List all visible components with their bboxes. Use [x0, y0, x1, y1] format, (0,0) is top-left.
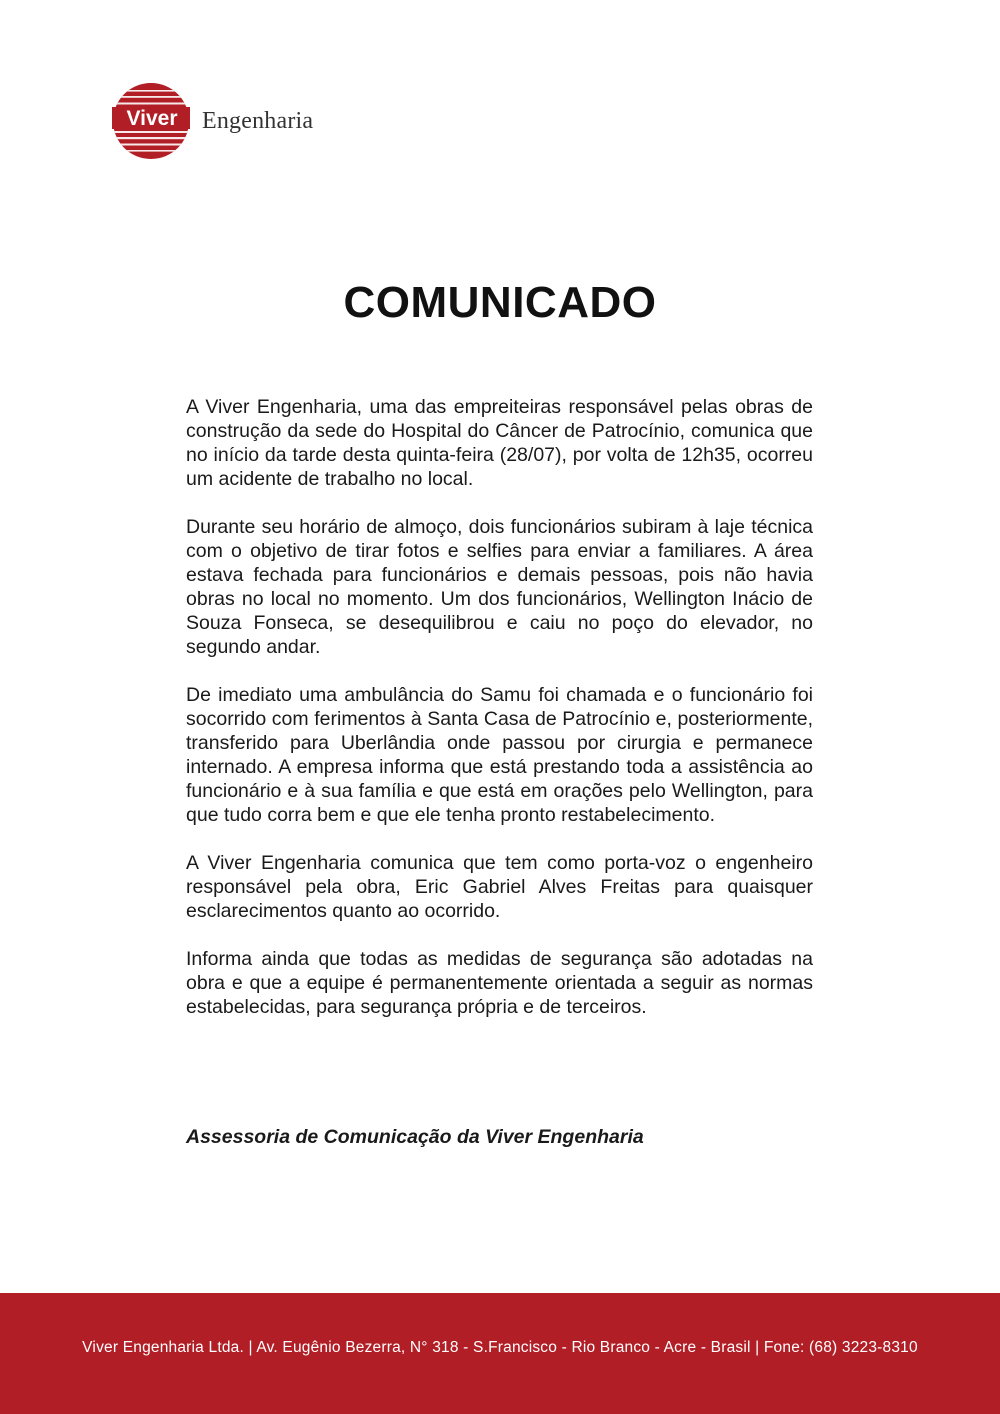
- logo-name: Engenharia: [202, 108, 314, 134]
- company-logo: [112, 82, 312, 162]
- paragraph: Informa ainda que todas as medidas de segurança são adotadas na obra e que a equipe é permanentemente orientada a seguir as normas estabelecidas, para segurança própria e de terceiros.: [186, 948, 813, 1018]
- paragraph: A Viver Engenharia, uma das empreiteiras responsável pelas obras de construção da sede do Hospital do Câncer de Patrocínio, comunica que no início da tarde desta quinta-feira (28/07), por volta de 12h35, ocorreu um acidente de trabalho no local.: [186, 396, 813, 490]
- paragraph: De imediato uma ambulância do Samu foi chamada e o funcionário foi socorrido com ferimentos à Santa Casa de Patrocínio e, posteriormente, transferido para Uberlândia onde passou por cirurgia e permanece internado. A empresa informa que está prestando toda a assistência ao funcionário e à sua família e que está em orações pelo Wellington, para que tudo corra bem e que ele tenha pronto restabelecimento.: [186, 684, 813, 826]
- announcement-body: [186, 395, 813, 1043]
- logo-word: Viver: [126, 107, 178, 130]
- footer-contact: Viver Engenharia Ltda. | Av. Eugênio Bezerra, N° 318 - S.Francisco - Rio Branco - Acre - Brasil | Fone: (68) 3223-8310: [82, 1339, 918, 1356]
- paragraph: A Viver Engenharia comunica que tem como porta-voz o engenheiro responsável pela obra, Eric Gabriel Alves Freitas para quaisquer esclarecimentos quanto ao ocorrido.: [186, 852, 813, 922]
- footer-bar: [0, 1293, 1000, 1414]
- logo-mark: [112, 82, 190, 160]
- page-title: COMUNICADO: [343, 278, 657, 327]
- signature: Assessoria de Comunicação da Viver Engenharia: [186, 1126, 644, 1148]
- paragraph: Durante seu horário de almoço, dois funcionários subiram à laje técnica com o objetivo de tirar fotos e selfies para enviar a familiares. A área estava fechada para funcionários e demais pessoas, pois não havia obras no local no momento. Um dos funcionários, Wellington Inácio de Souza Fonseca, se desequilibrou e caiu no poço do elevador, no segundo andar.: [186, 516, 813, 658]
